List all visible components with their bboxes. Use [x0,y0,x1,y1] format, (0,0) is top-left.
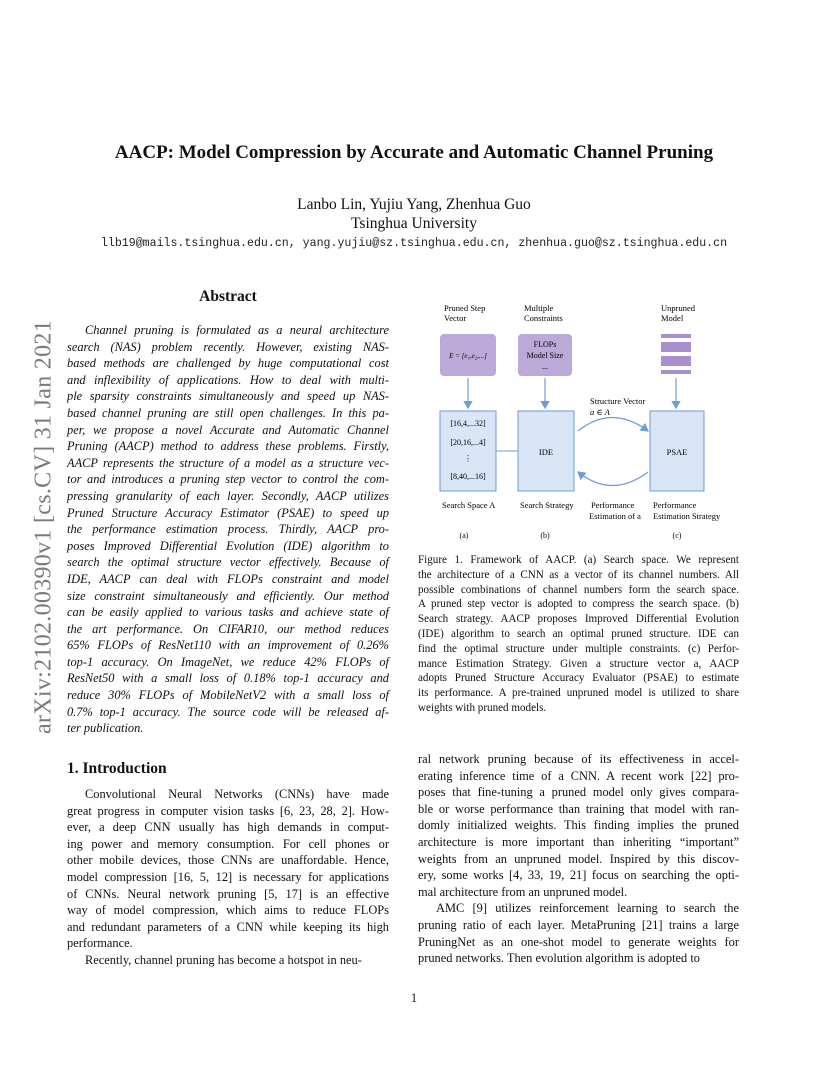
label-search-strategy: Search Strategy [520,500,574,510]
intro-line: Recently, channel pruning has become a hotspot in neu- [85,952,362,967]
abstract-body [67,322,389,737]
caption-line: find the optimal structure under multiple constraints. (c) Perfor- [418,642,739,655]
intro-right-column [418,751,739,967]
label-estimation-of-a: Estimation of a [589,511,641,521]
intro-line: ing power and memory consumption. For cell phones or [67,836,389,851]
intro-line: model compression [16, 5, 12] is necessary for applications [67,869,389,884]
unpruned-layer-3 [661,356,691,366]
arrow-psae-to-ide [578,472,648,486]
framework-figure [418,296,740,546]
caption-line: possible combinations of channel numbers form the search space. [418,583,739,596]
intro-line: weights from an unpruned model. Inspired by this discov- [418,851,739,866]
intro-line: mal architecture from an unpruned model. [418,884,628,899]
section-heading-introduction: 1. Introduction [67,760,167,777]
label-model: Model [661,313,684,323]
affiliation: Tsinghua University [351,215,477,232]
abstract-line: search (NAS) problem recently. However, existing NAS- [67,339,389,354]
abstract-line: ResNet50 with a small loss of 0.18% top-1 accuracy and [67,671,389,686]
abstract-line: 0.7% top-1 accuracy. The source code will be released af- [67,704,389,719]
abstract-line: Channel pruning is formulated as a neural architecture [85,323,389,337]
author-emails: llb19@mails.tsinghua.edu.cn, yang.yujiu@sz.tsinghua.edu.cn, zhenhua.guo@sz.tsinghua.edu.cn [100,237,728,250]
abstract-line: can be easily applied to various tasks and achieve state of [67,605,389,620]
label-search-space: Search Space A [442,500,496,510]
abstract-line: reduce 30% FLOPs of MobileNetV2 with a small loss of [67,688,389,703]
label-performance-a: Performance [591,500,635,510]
label-performance-c: Performance [653,500,697,510]
intro-line: great progress in computer vision tasks [6, 23, 28, 2]. How- [67,803,389,818]
caption-line: weights with pruned models. [418,701,547,714]
caption-line: A pruned step vector is adopted to compress the search space. (b) [418,598,739,611]
abstract-line: search the optimal structure vector effectively. Because of [67,555,389,570]
label-vector: Vector [444,313,467,323]
intro-line: erating inference time of a CNN. A recent work [22] pro- [418,768,739,783]
panel-label-a: (a) [459,531,469,540]
search-space-row-2: [20,16,...4] [450,438,486,447]
intro-line: other mobile devices, those CNNs are unaffordable. Hence, [67,853,389,868]
intro-line: performance. [67,936,133,951]
label-estimation-strategy: Estimation Strategy [653,511,721,521]
constraint-more: ... [542,362,548,371]
abstract-line: AACP represents the structure of a model as a structure vec- [67,455,389,470]
arrow-ide-to-psae [578,418,648,432]
caption-line: mance Estimation Strategy. Given a structure vector a, AACP [418,657,739,670]
unpruned-layer-1 [661,334,691,338]
search-space-row-3: [8,40,...16] [450,472,486,481]
search-space-row-1: [16,4,...32] [450,419,486,428]
intro-line: way of model compression, which aims to reduce FLOPs [67,903,389,918]
caption-line: Search strategy. AACP proposes Improved Differential Evolution [418,613,739,626]
intro-line: ever, a deep CNN usually has high demands in comput- [67,820,389,835]
intro-line: ery, some works [4, 33, 19, 21] focus on searching the opti- [418,868,739,883]
caption-line: adopts Pruned Structure Accuracy Evaluator (PSAE) to estimate [418,672,739,685]
structure-vector-set: a ∈ A [590,407,610,417]
abstract-line: ter publication. [67,721,144,736]
unpruned-layer-2 [661,342,691,352]
caption-line: Figure 1. Framework of AACP. (a) Search space. We represent [418,554,739,566]
caption-line: the architecture of a CNN as a vector of its channel numbers. All [418,568,739,581]
paper-title: AACP: Model Compression by Accurate and Automatic Channel Pruning [114,142,714,163]
abstract-line: poses Improved Differential Evolution (IDE) algorithm to [67,538,389,553]
abstract-line: 65% FLOPs of ResNet110 with an improvement of 0.26% [67,638,389,653]
abstract-line: tor and introduces a pruning step vector to control the com- [67,472,389,487]
abstract-line: pressing granularity of each layer. Secondly, AACP utilizes [67,488,389,503]
abstract-line: size constraint simultaneously and efficiently. Our method [67,588,389,603]
intro-line: pruning ratio of each layer. MetaPruning [21] trains a large [418,917,739,932]
ide-label: IDE [538,447,554,457]
step-vector-text: E = [e₁,e₂,...] [449,352,487,360]
search-space-row-ellipsis: ⋮ [464,454,472,463]
author-list: Lanbo Lin, Yujiu Yang, Zhenhua Guo [297,196,531,213]
abstract-line: IDE, AACP can deal with FLOPs constraint and model [67,571,389,586]
label-constraints: Constraints [524,313,563,323]
caption-line: (IDE) algorithm to search an optimal pruned structure. IDE can [418,627,739,640]
panel-label-b: (b) [540,531,550,540]
abstract-line: top-1 accuracy. On ImageNet, we reduce 42% FLOPs of [67,654,389,669]
page-number: 1 [410,991,418,1005]
constraint-model-size: Model Size [526,351,564,360]
abstract-line: the art performance. On CIFAR10, our method reduces [67,621,389,636]
intro-line: Convolutional Neural Networks (CNNs) have made [85,787,389,801]
intro-line: ble or worse performance than training that model with ran- [418,801,739,816]
figure-caption [418,553,739,716]
label-multiple: Multiple [524,303,554,313]
intro-line: pruned networks. Then evolution algorithm is adopted to [418,951,700,966]
intro-line: poses that fine-tuning a pruned model only gives compara- [418,785,739,800]
abstract-line: based channel pruning are still open challenges. In this pa- [67,405,389,420]
intro-left-column [67,786,389,969]
intro-line: ral network pruning because of its effectiveness in accel- [418,752,739,766]
structure-vector-label: Structure Vector [590,396,646,406]
panel-label-c: (c) [672,531,682,540]
intro-line: AMC [9] utilizes reinforcement learning to search the [436,901,739,916]
psae-label: PSAE [666,447,688,457]
abstract-line: based methods are challenged by huge computational cost [67,356,389,371]
abstract-line: ple sparsity constraints simultaneously and speed up NAS- [67,389,389,404]
constraint-flops: FLOPs [533,340,557,349]
abstract-line: Pruned Structure Accuracy Estimator (PSAE) to speed up [67,505,389,520]
abstract-line: the performance estimation process. Thirdly, AACP pro- [67,522,389,537]
label-unpruned: Unpruned [661,303,695,313]
intro-line: architecture is more important than inheriting “important” [418,834,739,849]
unpruned-layer-4 [661,370,691,374]
caption-line: its performance. A pre-trained unpruned model is utilized to share [418,687,739,700]
intro-line: and redundant parameters of a CNN while keeping its high [67,919,389,934]
abstract-line: Pruning (AACP) method to address these problems. Firstly, [67,439,389,454]
abstract-line: and inflexibility of applications. How to deal with multi- [67,372,389,387]
abstract-heading: Abstract [199,288,257,305]
intro-line: of CNNs. Neural network pruning [5, 17] is an effective [67,886,389,901]
abstract-line: per, we propose a novel Accurate and Automatic Channel [67,422,389,437]
intro-line: domly initialized weights. This finding implies the pruned [418,818,739,833]
label-pruned-step: Pruned Step [444,303,486,313]
intro-line: PruningNet as an one-shot model to generate weights for [418,934,739,949]
arxiv-stamp: arXiv:2102.00390v1 [cs.CV] 31 Jan 2021 [30,319,57,735]
